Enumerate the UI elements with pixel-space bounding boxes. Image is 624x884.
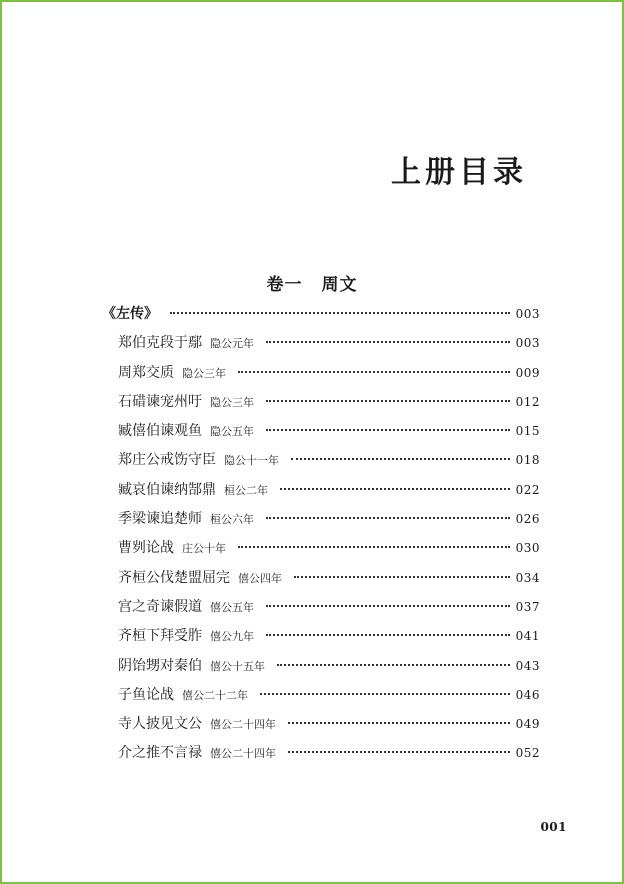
toc-entry-row[interactable] xyxy=(102,476,540,505)
toc-entry-row[interactable] xyxy=(102,534,540,563)
entry-title: 季梁谏追楚师 xyxy=(118,511,202,528)
leader-dots xyxy=(288,751,510,753)
entry-title: 石碏谏宠州吁 xyxy=(118,393,202,410)
entry-page: 052 xyxy=(515,746,540,761)
leader-dots xyxy=(266,634,510,636)
entry-page: 043 xyxy=(515,658,540,673)
volume-name: 周文 xyxy=(321,275,358,295)
entry-reign: 桓公二年 xyxy=(224,483,268,497)
entry-page: 041 xyxy=(515,629,540,644)
entry-title: 郑伯克段于鄢 xyxy=(118,335,202,352)
leader-dots xyxy=(266,517,510,519)
leader-dots xyxy=(238,371,510,373)
volume-heading xyxy=(2,270,622,295)
toc-entry-row[interactable] xyxy=(102,329,540,358)
entry-title: 子鱼论战 xyxy=(118,686,174,703)
entry-reign: 僖公四年 xyxy=(238,571,282,585)
entry-page: 022 xyxy=(515,482,540,497)
entry-page: 009 xyxy=(515,365,540,380)
entry-title: 臧僖伯谏观鱼 xyxy=(118,423,202,440)
entry-reign: 僖公五年 xyxy=(210,600,254,614)
toc-entry-row[interactable] xyxy=(102,359,540,388)
entry-page: 037 xyxy=(515,599,540,614)
toc-entry-row[interactable] xyxy=(102,681,540,710)
volume-label: 卷一 xyxy=(266,275,303,295)
toc-entry-row[interactable] xyxy=(102,505,540,534)
section-title: 《左传》 xyxy=(102,306,158,322)
toc-entry-row[interactable] xyxy=(102,652,540,681)
leader-dots xyxy=(266,605,510,607)
leader-dots xyxy=(266,400,510,402)
entry-page: 049 xyxy=(515,717,540,732)
entry-page: 034 xyxy=(515,570,540,585)
entry-page: 003 xyxy=(515,336,540,351)
entry-title: 介之推不言禄 xyxy=(118,745,202,762)
toc-entry-row[interactable] xyxy=(102,622,540,651)
toc-section-row[interactable] xyxy=(102,300,540,329)
leader-dots xyxy=(266,429,510,431)
entry-reign: 桓公六年 xyxy=(210,513,254,527)
entry-title: 郑庄公戒饬守臣 xyxy=(118,452,216,469)
toc-entry-row[interactable] xyxy=(102,564,540,593)
leader-dots xyxy=(266,341,510,343)
page-number: 001 xyxy=(540,820,567,834)
entry-page: 015 xyxy=(515,424,540,439)
section-page: 003 xyxy=(515,307,540,321)
page-title: 上册目录 xyxy=(391,155,527,190)
entry-reign: 庄公十年 xyxy=(182,542,226,556)
entry-reign: 僖公二十四年 xyxy=(210,718,276,732)
toc-entry-row[interactable] xyxy=(102,446,540,475)
toc-entry-row[interactable] xyxy=(102,710,540,739)
entry-reign: 僖公十五年 xyxy=(210,659,265,673)
entry-reign: 隐公五年 xyxy=(210,425,254,439)
entry-title: 齐桓公伐楚盟屈完 xyxy=(118,569,230,586)
entry-page: 030 xyxy=(515,541,540,556)
table-of-contents xyxy=(102,300,540,769)
entry-reign: 僖公二十二年 xyxy=(182,688,248,702)
leader-dots xyxy=(291,458,510,460)
entry-reign: 隐公元年 xyxy=(210,337,254,351)
leader-dots xyxy=(280,488,510,490)
entry-page: 018 xyxy=(515,453,540,468)
leader-dots xyxy=(288,722,510,724)
toc-entry-row[interactable] xyxy=(102,417,540,446)
entry-reign: 隐公十一年 xyxy=(224,454,279,468)
entry-page: 012 xyxy=(515,394,540,409)
leader-dots xyxy=(170,312,510,314)
leader-dots xyxy=(277,664,510,666)
entry-title: 宫之奇谏假道 xyxy=(118,598,202,615)
leader-dots xyxy=(238,546,510,548)
entry-title: 齐桓下拜受胙 xyxy=(118,628,202,645)
entry-title: 寺人披见文公 xyxy=(118,716,202,733)
entry-reign: 隐公三年 xyxy=(182,366,226,380)
entry-reign: 僖公二十四年 xyxy=(210,747,276,761)
leader-dots xyxy=(294,576,510,578)
entry-title: 臧哀伯谏纳郜鼎 xyxy=(118,481,216,498)
entry-title: 周郑交质 xyxy=(118,364,174,381)
entry-page: 046 xyxy=(515,687,540,702)
entry-title: 曹刿论战 xyxy=(118,540,174,557)
entry-reign: 隐公三年 xyxy=(210,395,254,409)
toc-entry-row[interactable] xyxy=(102,388,540,417)
toc-entry-row[interactable] xyxy=(102,739,540,768)
entry-page: 026 xyxy=(515,512,540,527)
toc-entry-row[interactable] xyxy=(102,593,540,622)
entry-reign: 僖公九年 xyxy=(210,630,254,644)
leader-dots xyxy=(260,693,510,695)
entry-title: 阴饴甥对秦伯 xyxy=(118,657,202,674)
